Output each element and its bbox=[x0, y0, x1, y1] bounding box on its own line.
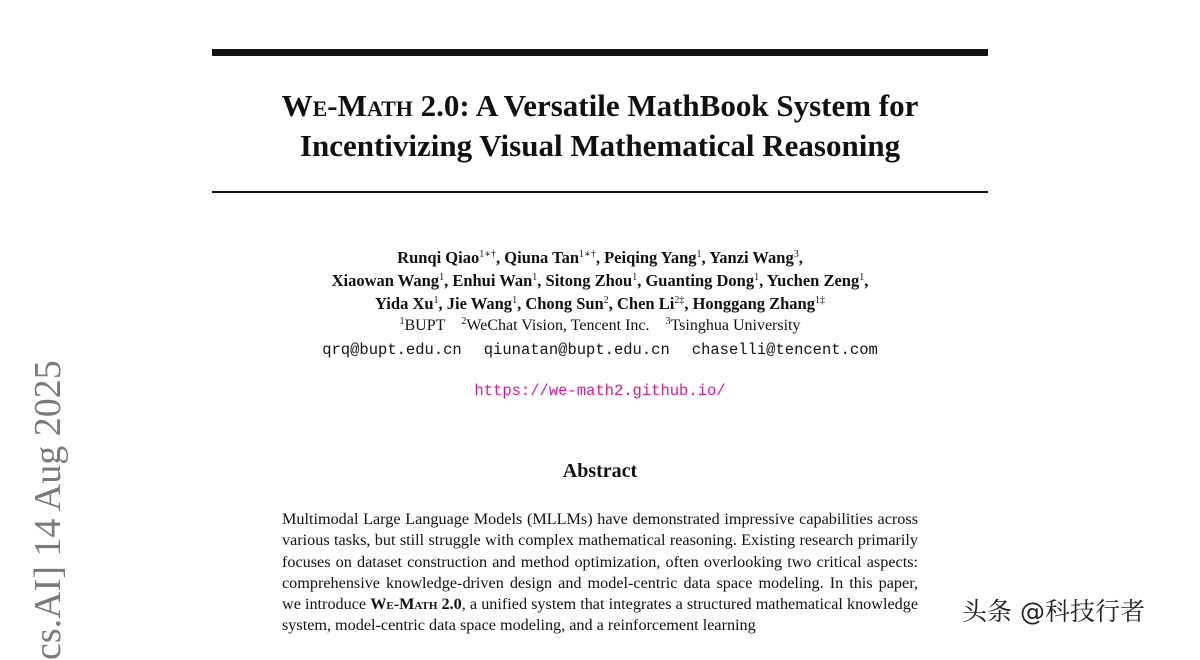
author: Yida Xu$^1$ bbox=[375, 294, 439, 313]
arxiv-stamp: cs.AI] 14 Aug 2025 bbox=[27, 360, 69, 660]
author: Honggang Zhang$^{1\ddagger}$ bbox=[692, 294, 825, 313]
affiliation: $^2$WeChat Vision, Tencent Inc. bbox=[461, 316, 650, 334]
author: Xiaowan Wang$^1$ bbox=[331, 271, 445, 290]
email: qrq@bupt.edu.cn bbox=[322, 341, 462, 359]
author: Qiuna Tan$^{1∗\dagger}$ bbox=[504, 248, 596, 267]
top-rule bbox=[212, 49, 988, 56]
author: Runqi Qiao$^{1∗\dagger}$ bbox=[397, 248, 497, 267]
title-rule bbox=[212, 191, 988, 193]
author: Jie Wang$^1$ bbox=[446, 294, 518, 313]
abstract-heading: Abstract bbox=[562, 460, 638, 482]
project-url-link[interactable]: https://we-math2.github.io/ bbox=[474, 382, 726, 400]
email-list bbox=[212, 339, 988, 361]
watermark: 头条 @科技行者 bbox=[962, 597, 1145, 626]
affiliation: $^3$Tsinghua University bbox=[665, 316, 801, 334]
author: Sitong Zhou$^1$ bbox=[545, 271, 638, 290]
title-line2: Incentivizing Visual Mathematical Reasoning bbox=[299, 128, 901, 163]
affiliations bbox=[212, 315, 988, 337]
author: Chong Sun$^2$ bbox=[525, 294, 609, 313]
abstract-system-name: We-Math 2.0 bbox=[370, 595, 462, 614]
abstract-text: Multimodal Large Language Models (MLLMs) have demonstrated impressive capabilities across various tasks, but still struggle with complex mathematical reasoning. Existing research primarily focuses on dataset construction and method optimization, often overlooking two critical aspects: comprehensive knowledge-driven design and model-centric data space modeling. In this paper, we introduce bbox=[282, 510, 918, 614]
author: Chen $Li^{2\ddagger}$ bbox=[617, 294, 685, 313]
system-name: We-Math 2.0 bbox=[281, 88, 460, 123]
author: Guanting Dong$^1$ bbox=[645, 271, 760, 290]
author: Enhui Wan$^1$ bbox=[452, 271, 538, 290]
abstract-text-cont: , a unified system that integrates a structured mathematical knowledge system, model-centric data space modeling, and a reinforcement learning bbox=[282, 595, 919, 635]
author: Yuchen Zeng$^1$ bbox=[766, 271, 865, 290]
email: qiunatan@bupt.edu.cn bbox=[483, 341, 670, 359]
abstract-body bbox=[282, 509, 918, 637]
author-list: Runqi Qiao$^{1∗\dagger}$, Qiuna Tan$^{1∗\dagger}$, Peiqing Yang$^1$, Yanzi Wang$^3$, Xiaowan Wang$^1$, Enhui Wan$^1$, Sitong Zhou$^1$, Guanting Dong$^1$, Yuchen Zeng$^1$, Yida Xu$^1$, Jie Wang$^1$, Chong Sun$^2$, Chen $Li^{2\ddagger}$, Honggang Zhang$^{1\ddagger}$ bbox=[331, 248, 869, 313]
author: Peiqing Yang$^1$ bbox=[604, 248, 702, 267]
email: chaselli@tencent.com bbox=[691, 341, 878, 359]
title-line1-rest: : A Versatile MathBook System for bbox=[459, 88, 919, 123]
author: Yanzi Wang$^3$ bbox=[709, 248, 799, 267]
affiliation: $^1$BUPT bbox=[399, 316, 446, 334]
paper-title bbox=[212, 86, 988, 166]
